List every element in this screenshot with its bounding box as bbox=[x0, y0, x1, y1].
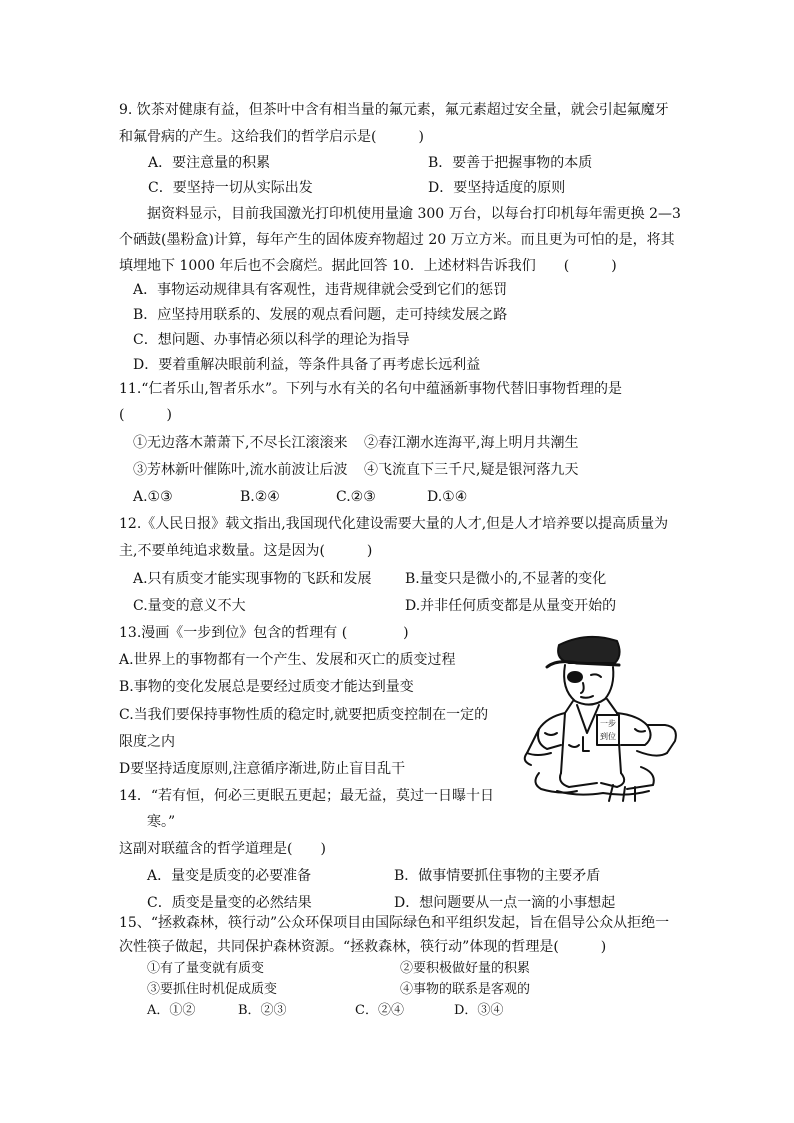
q12-option-d: D.并非任何质变都是从量变开始的 bbox=[405, 598, 617, 614]
q14-stem-line3: 这副对联蕴含的哲学道理是( ) bbox=[119, 841, 326, 857]
q11-option-d: D.①④ bbox=[427, 489, 468, 505]
q15-option-a: A．①② bbox=[147, 1003, 196, 1018]
q11-option-a: A.①③ bbox=[133, 489, 173, 505]
q11-option-b: B.②④ bbox=[240, 489, 280, 505]
q12-option-c: C.量变的意义不大 bbox=[133, 598, 246, 614]
q15-item-2: ②要积极做好量的积累 bbox=[400, 961, 531, 976]
q14-option-a: A．量变是质变的必要准备 bbox=[147, 868, 312, 884]
cartoon-label-2: 到位 bbox=[600, 732, 616, 741]
q9-stem-line1: 9. 饮茶对健康有益，但茶叶中含有相当量的氟元素，氟元素超过安全量，就会引起氟魔牙 bbox=[119, 102, 669, 118]
q9-option-b: B．要善于把握事物的本质 bbox=[428, 155, 593, 171]
q11-item-2: ②春江潮水连海平,海上明月共潮生 bbox=[364, 435, 579, 451]
q9-option-c: C．要坚持一切从实际出发 bbox=[148, 180, 313, 196]
q14-stem-line1: 14．“若有恒，何必三更眠五更起；最无益，莫过一日曝十日 bbox=[119, 788, 494, 804]
cartoon-image bbox=[517, 633, 685, 803]
q10-stem-line3: 填埋地下 1000 年后也不会腐烂。据此回答 10．上述材料告诉我们 ( ) bbox=[119, 258, 617, 274]
q13-stem: 13.漫画《一步到位》包含的哲理有 ( ) bbox=[119, 625, 409, 641]
q13-option-c-line2: 限度之内 bbox=[119, 734, 175, 750]
q10-option-a: A．事物运动规律具有客观性，违背规律就会受到它们的惩罚 bbox=[133, 282, 508, 298]
q12-stem-line1: 12.《人民日报》载文指出,我国现代化建设需要大量的人才,但是人才培养要以提高质量为 bbox=[119, 516, 669, 532]
q15-option-c: C．②④ bbox=[355, 1003, 404, 1018]
q14-option-d: D．想问题要从一点一滴的小事想起 bbox=[394, 895, 616, 911]
q10-stem-line1: 据资料显示，目前我国激光打印机使用量逾 300 万台，以每台打印机每年需更换 2—3 bbox=[147, 206, 681, 222]
q15-stem-line1: 15、“拯救森林，筷行动”公众环保项目由国际绿色和平组织发起，旨在倡导公众从拒绝一 bbox=[119, 915, 670, 931]
q15-item-1: ①有了量变就有质变 bbox=[147, 961, 265, 976]
q12-option-a: A.只有质变才能实现事物的飞跃和发展 bbox=[133, 571, 372, 587]
q12-stem-line2: 主,不要单纯追求数量。这是因为( ) bbox=[119, 543, 373, 559]
q15-item-4: ④事物的联系是客观的 bbox=[400, 982, 531, 997]
q11-item-1: ①无边落木萧萧下,不尽长江滚滚来 bbox=[133, 435, 348, 451]
q10-option-d: D．要着重解决眼前利益，等条件具备了再考虑长远利益 bbox=[133, 357, 481, 373]
q13-option-d: D要坚持适度原则,注意循序渐进,防止盲目乱干 bbox=[119, 761, 406, 777]
q13-option-c-line1: C.当我们要保持事物性质的稳定时,就要把质变控制在一定的 bbox=[119, 707, 489, 723]
q11-item-4: ④飞流直下三千尺,疑是银河落九天 bbox=[364, 462, 579, 478]
q12-option-b: B.量变只是微小的,不显著的变化 bbox=[405, 571, 607, 587]
q14-option-c: C．质变是量变的必然结果 bbox=[147, 895, 312, 911]
q11-stem-line2: ( ) bbox=[119, 407, 172, 423]
q11-stem-line1: 11.“仁者乐山,智者乐水”。下列与水有关的名句中蕴涵新事物代替旧事物哲理的是 bbox=[119, 381, 623, 397]
q9-option-a: A．要注意量的积累 bbox=[148, 155, 271, 171]
q15-option-d: D．③④ bbox=[454, 1003, 504, 1018]
q13-option-b: B.事物的变化发展总是要经过质变才能达到量变 bbox=[119, 679, 414, 695]
q11-item-3: ③芳林新叶催陈叶,流水前波让后波 bbox=[133, 462, 348, 478]
q15-stem-line2: 次性筷子做起，共同保护森林资源。“拯救森林，筷行动”体现的哲理是( ) bbox=[119, 939, 607, 955]
q11-option-c: C.②③ bbox=[336, 489, 376, 505]
q10-option-b: B．应坚持用联系的、发展的观点看问题，走可持续发展之路 bbox=[133, 307, 508, 323]
q14-option-b: B．做事情要抓住事物的主要矛盾 bbox=[394, 868, 601, 884]
q15-option-b: B．②③ bbox=[238, 1003, 287, 1018]
q15-item-3: ③要抓住时机促成质变 bbox=[147, 982, 278, 997]
q13-option-a: A.世界上的事物都有一个产生、发展和灭亡的质变过程 bbox=[119, 652, 456, 668]
q14-stem-line2: 寒。” bbox=[147, 814, 176, 830]
cartoon-label-1: 一步 bbox=[600, 719, 616, 728]
q10-option-c: C．想问题、办事情必须以科学的理论为指导 bbox=[133, 332, 410, 348]
q9-option-d: D．要坚持适度的原则 bbox=[428, 180, 566, 196]
q9-stem-line2: 和氟骨病的产生。这给我们的哲学启示是( ) bbox=[119, 129, 424, 145]
q10-stem-line2: 个硒鼓(墨粉盒)计算，每年产生的固体废弃物超过 20 万立方米。而且更为可怕的是，将其 bbox=[119, 232, 675, 248]
